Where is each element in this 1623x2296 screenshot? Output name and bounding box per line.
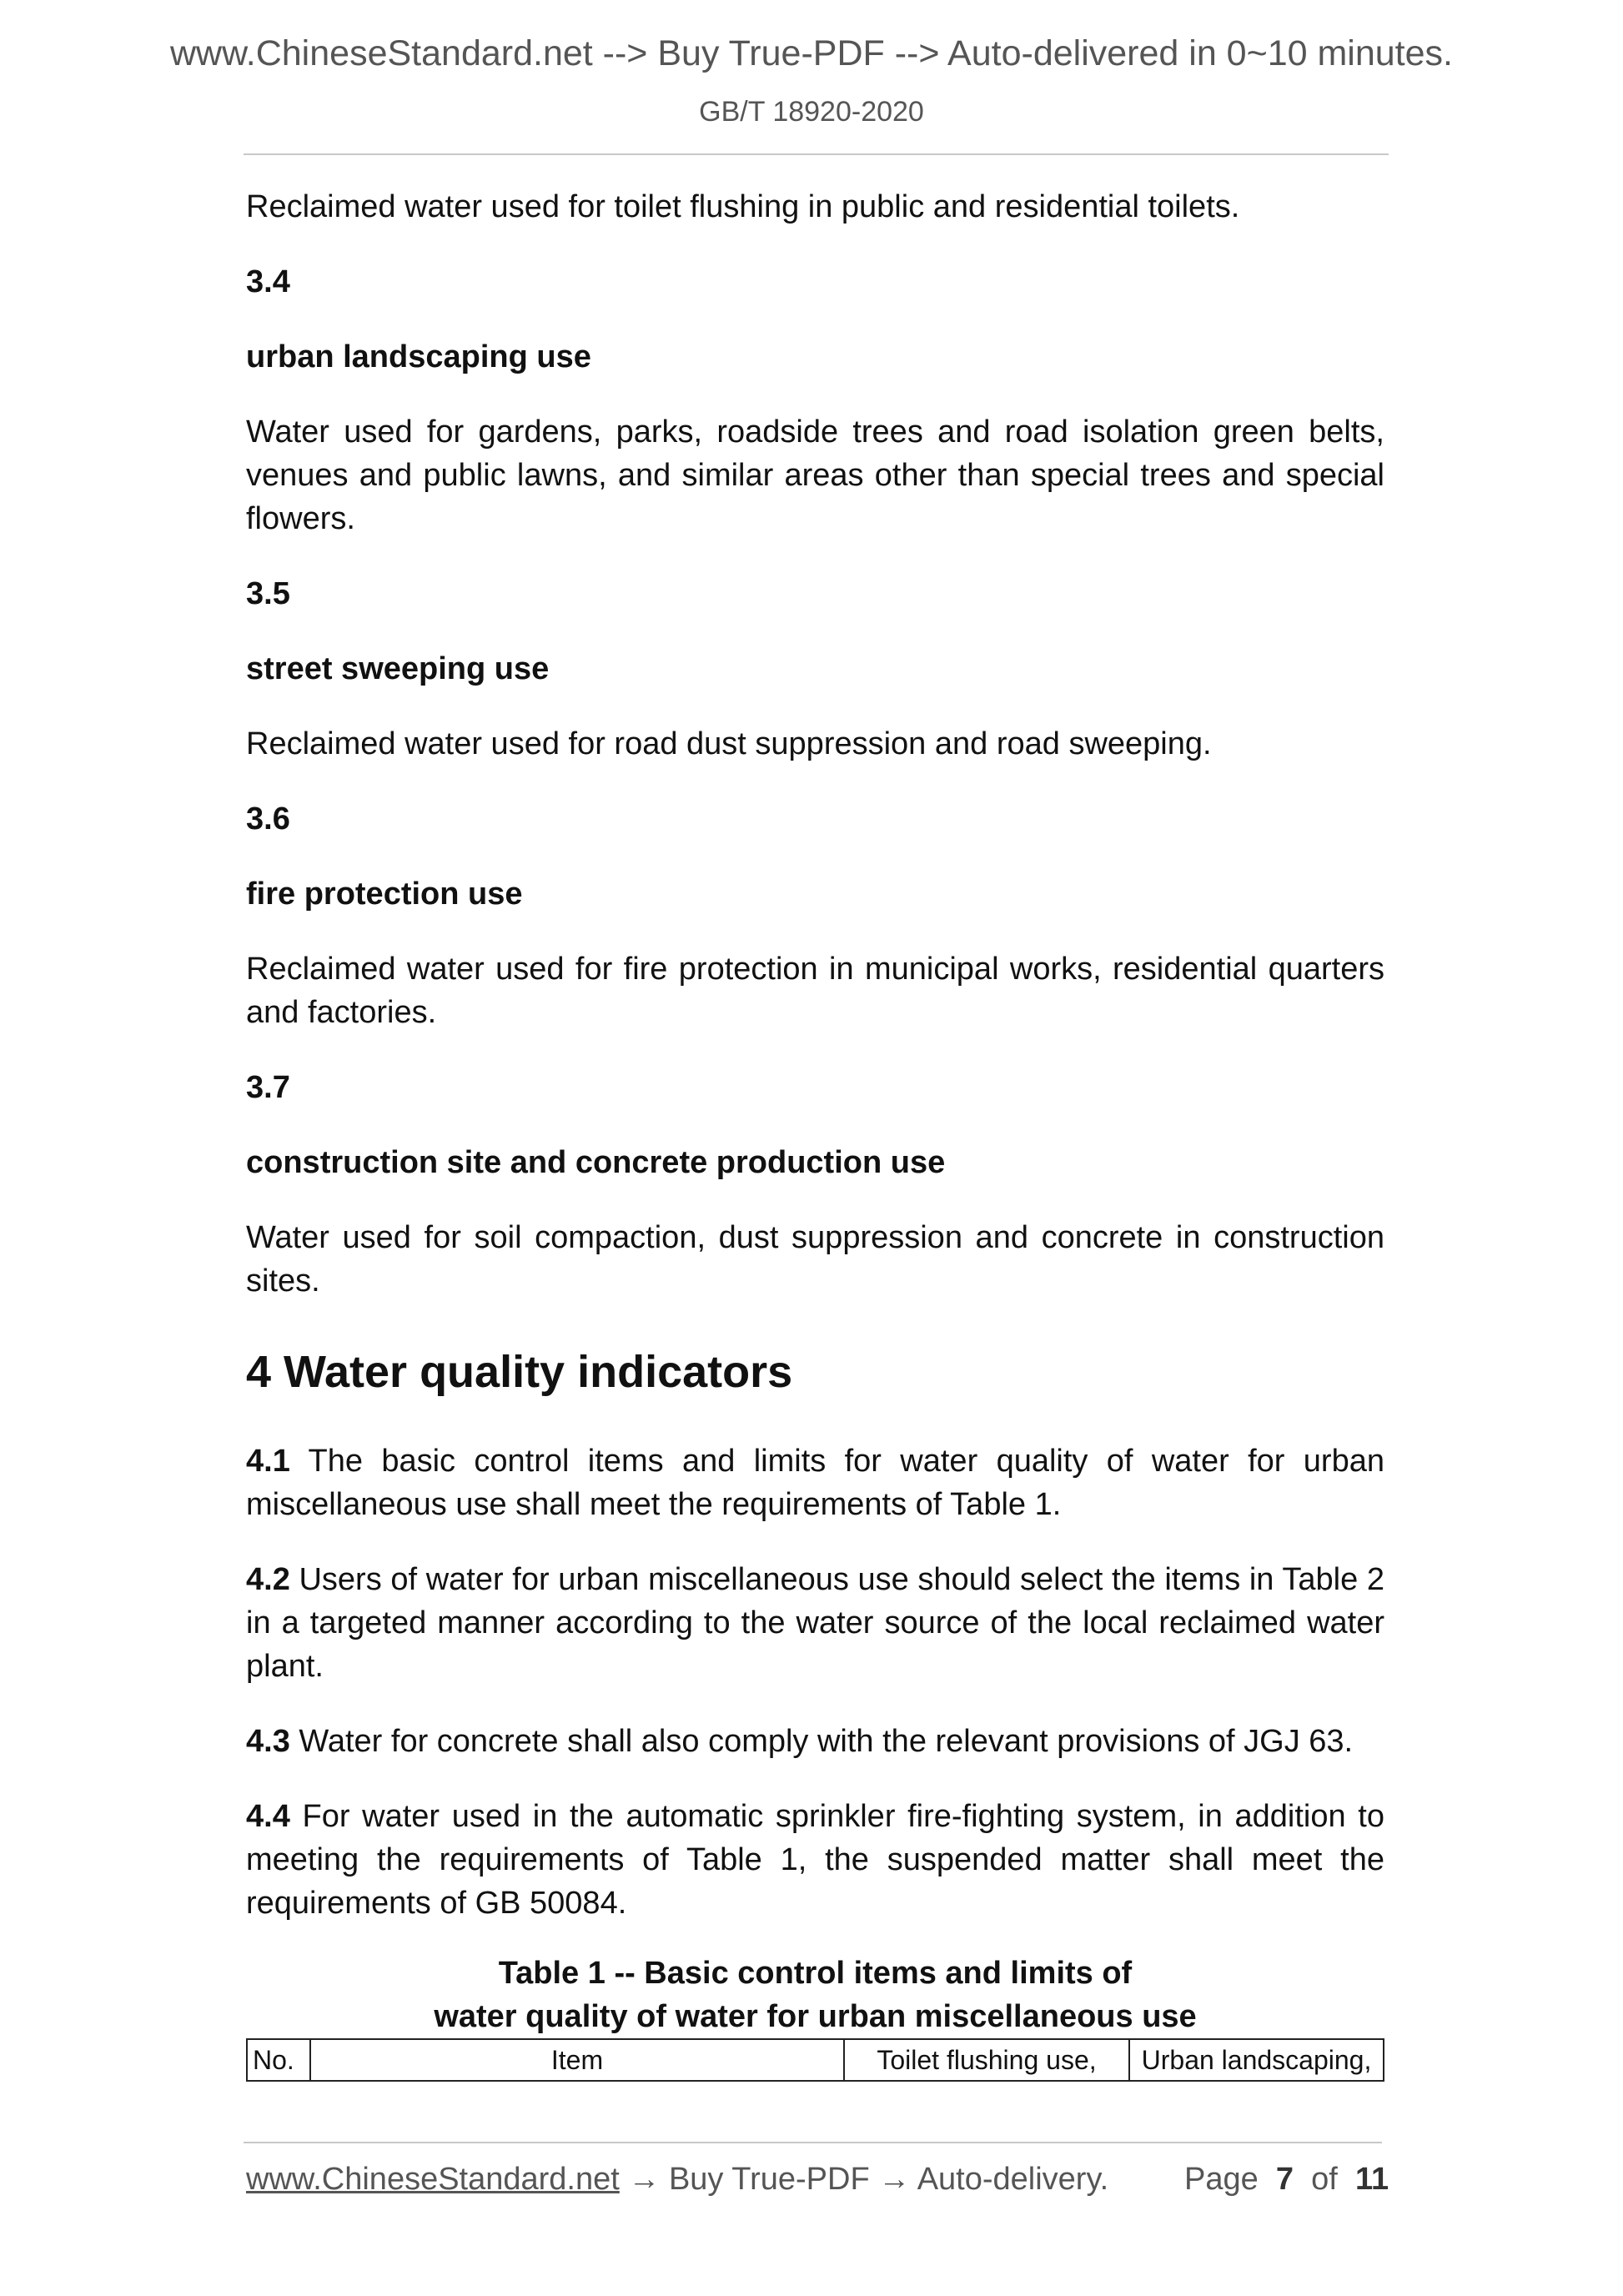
- of-word: of: [1311, 2162, 1338, 2197]
- page-word: Page: [1184, 2162, 1259, 2197]
- page-content: [246, 185, 1384, 2082]
- site-banner: www.ChineseStandard.net --> Buy True-PDF --> Auto-delivered in 0~10 minutes.: [169, 33, 1453, 73]
- term-title: construction site and concrete production use: [246, 1145, 946, 1180]
- footer-site-link[interactable]: www.ChineseStandard.net: [246, 2162, 620, 2197]
- term-definition: Water used for soil compaction, dust suppression and concrete in construction sites.: [246, 1220, 1384, 1299]
- table-header-cell: Urban landscaping,: [1129, 2039, 1384, 2081]
- table-header-cell: Item: [310, 2039, 844, 2081]
- page-indicator: [1184, 2162, 1389, 2198]
- table-header-row: [247, 2039, 1384, 2081]
- page-total: 11: [1354, 2162, 1389, 2197]
- term-title: fire protection use: [246, 877, 523, 912]
- footer-tagline: → Buy True-PDF → Auto-delivery.: [619, 2162, 1109, 2197]
- table-header-cell: Toilet flushing use,: [844, 2039, 1129, 2081]
- page-number: 7: [1275, 2162, 1294, 2197]
- term-title: urban landscaping use: [246, 339, 591, 374]
- clause-number: 4.1: [246, 1444, 290, 1479]
- standard-number: GB/T 18920-2020: [699, 96, 924, 128]
- clause-paragraph: [246, 1439, 1384, 1526]
- clause-text: Users of water for urban miscellaneous use should select the items in Table 2 in a targeted manner according to the water source of the local reclaimed water plant.: [246, 1562, 1385, 1684]
- table-title-line1: Table 1 -- Basic control items and limits of: [498, 1956, 1133, 1991]
- footer-left: [246, 2162, 1108, 2198]
- clause-paragraph: [246, 1558, 1384, 1688]
- clause-number: 4.4: [246, 1799, 290, 1834]
- term-definition: Reclaimed water used for road dust suppression and road sweeping.: [246, 726, 1212, 761]
- term-number: 3.4: [246, 264, 290, 299]
- footer-divider: [244, 2142, 1382, 2143]
- intro-paragraph: Reclaimed water used for toilet flushing in public and residential toilets.: [246, 189, 1240, 224]
- clause-text: The basic control items and limits for water quality of water for urban miscellaneous use shall meet the requirements of Table 1.: [246, 1444, 1384, 1522]
- header-divider: [244, 153, 1389, 155]
- clause-paragraph: [246, 1720, 1384, 1763]
- term-definition: Reclaimed water used for fire protection in municipal works, residential quarters and factories.: [246, 952, 1384, 1030]
- term-number: 3.6: [246, 801, 290, 837]
- clause-text: Water for concrete shall also comply with the relevant provisions of JGJ 63.: [299, 1724, 1354, 1759]
- clause-number: 4.3: [246, 1724, 290, 1759]
- term-title: street sweeping use: [246, 651, 550, 686]
- term-number: 3.7: [246, 1070, 290, 1105]
- table-title-line2: water quality of water for urban miscellaneous use: [434, 1999, 1197, 2034]
- table-1: [246, 2038, 1384, 2082]
- table-header-cell: No.: [247, 2039, 310, 2081]
- term-number: 3.5: [246, 576, 290, 611]
- clause-text: For water used in the automatic sprinkler fire-fighting system, in addition to meeting the requirements of Table 1, the suspended matter shall meet the requirements of GB 50084.: [246, 1799, 1384, 1921]
- term-definition: Water used for gardens, parks, roadside trees and road isolation green belts, venues and public lawns, and similar areas other than special trees and special flowers.: [246, 414, 1384, 536]
- clause-number: 4.2: [246, 1562, 290, 1597]
- section-heading: 4 Water quality indicators: [246, 1347, 793, 1397]
- clause-paragraph: [246, 1795, 1384, 1925]
